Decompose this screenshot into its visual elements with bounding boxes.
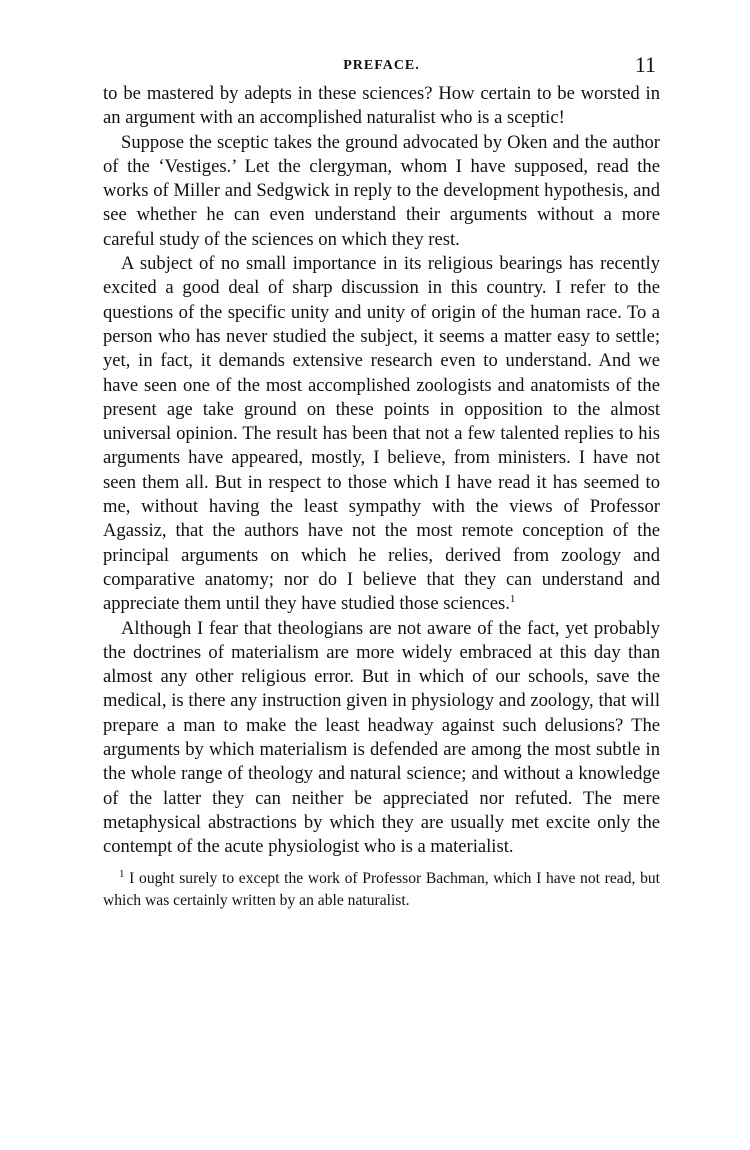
paragraph [103,252,660,616]
page-number: 11 [634,52,656,77]
paragraph [103,617,660,860]
paragraph-text: Suppose the sceptic takes the ground advocated by Oken and the author of the ‘Vestiges.’ Let the clergyman, whom I have supposed, read the works of Miller and Sedgwick in reply to the development hypothesis, and see whether he can even understand their arguments without a more careful study of the sciences on which they rest. [103,131,660,250]
paragraph [103,131,660,252]
body-text [103,82,660,860]
running-head: PREFACE. [343,58,420,73]
paragraph-text: A subject of no small importance in its religious bearings has recently excited a good deal of sharp discussion in this country. I refer to the questions of the specific unity and unity of origin of the human race. To a person who has never studied the subject, it seems a matter easy to settle; yet, in fact, it demands extensive research even to understand. And we have seen one of the most accomplished zoologists and anatomists of the present age take ground on these points in opposition to the almost universal opinion. The result has been that not a few talented replies to his arguments have appeared, mostly, I believe, from ministers. I have not seen them all. But in respect to those which I have read it has seemed to me, without having the least sympathy with the views of Professor Agassiz, that the authors have not the most remote conception of the principal arguments on which he relies, derived from zoology and comparative anatomy; nor do I believe that they can understand and appreciate them until they have studied those sciences. [103,253,660,615]
page-header [103,52,660,82]
footnote-reference: 1 [509,593,516,606]
paragraph-text: to be mastered by adepts in these sciences? How certain to be worsted in an argument with an accomplished naturalist who is a sceptic! [103,83,660,129]
footnote-text: I ought surely to except the work of Professor Bachman, which I have not read, but which was certainly written by an able naturalist. [103,869,660,909]
paragraph-continuation [103,82,660,131]
footnote-marker: 1 [119,867,125,880]
book-page [103,52,660,912]
footnote [103,868,660,912]
paragraph-text: Although I fear that theologians are not aware of the fact, yet probably the doctrines of materialism are more widely embraced at this day than almost any other religious error. But in which of our schools, save the medical, is there any instruction given in physiology and zoology, that will prepare a man to make the least headway against such delusions? The arguments by which materialism is defended are among the most subtle in the whole range of theology and natural science; and without a knowledge of the latter they can neither be appreciated nor refuted. The mere metaphysical abstractions by which they are usually met excite only the contempt of the acute physiologist who is a materialist. [103,617,660,858]
